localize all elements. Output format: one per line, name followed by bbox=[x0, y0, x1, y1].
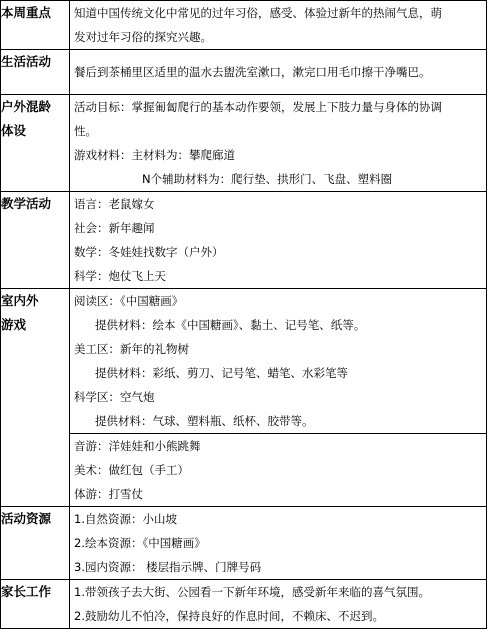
resources-line: 1.自然资源：小山坡 bbox=[74, 512, 177, 526]
indoor-label bbox=[1, 289, 70, 507]
indoor-area-line: 阅读区：《中国糖画》 bbox=[74, 294, 184, 308]
indoor-content bbox=[70, 289, 487, 507]
teaching-line: 社会：新年趣闻 bbox=[74, 221, 155, 235]
life-content bbox=[70, 50, 487, 95]
focus-content bbox=[70, 1, 487, 50]
outdoor-label-line: 户外混龄 bbox=[1, 99, 52, 114]
teaching-label: 教学活动 bbox=[1, 192, 70, 289]
focus-line: 发对过年习俗的探究兴趣。 bbox=[74, 30, 212, 44]
row-life bbox=[1, 50, 487, 95]
outdoor-line: 游戏材料：主材料为：攀爬廊道 bbox=[74, 148, 235, 162]
resources-content bbox=[70, 507, 487, 580]
row-teaching bbox=[1, 192, 487, 289]
indoor-label-line: 室内外 bbox=[1, 293, 39, 308]
outdoor-label-line: 体设 bbox=[1, 123, 27, 138]
indoor-area-line: 提供材料：彩纸、剪刀、记号笔、蜡笔、水彩笔等 bbox=[95, 366, 348, 380]
row-outdoor bbox=[1, 95, 487, 192]
outdoor-line: 活动目标：掌握匍匐爬行的基本动作要领，发展上下肢力量与身体的协调 bbox=[74, 100, 442, 114]
indoor-area-line: 提供材料：气球、塑料瓶、纸杯、胶带等。 bbox=[95, 414, 314, 428]
row-focus bbox=[1, 1, 487, 50]
indoor-game-line: 音游：洋娃娃和小熊跳舞 bbox=[70, 433, 486, 458]
indoor-game-line: 美术：做红包（手工） bbox=[74, 463, 189, 477]
resources-label: 活动资源 bbox=[1, 507, 70, 580]
parents-label: 家长工作 bbox=[1, 580, 70, 629]
row-resources bbox=[1, 507, 487, 580]
parents-line: 2.鼓励幼儿不怕冷，保持良好的作息时间，不赖床、不迟到。 bbox=[74, 609, 384, 623]
outdoor-line: N个辅助材料为：爬行垫、拱形门、飞盘、塑料圈 bbox=[142, 172, 393, 186]
outdoor-line: 性。 bbox=[74, 124, 97, 138]
life-line: 餐后到茶桶里区适里的温水去盥洗室漱口，漱完口用毛巾擦干净嘴巴。 bbox=[74, 65, 431, 79]
indoor-area-line: 科学区：空气炮 bbox=[74, 390, 155, 404]
parents-content bbox=[70, 580, 487, 629]
resources-line: 3.园内资源： 楼层指示牌、门牌号码 bbox=[74, 560, 262, 574]
teaching-content bbox=[70, 192, 487, 289]
life-label: 生活活动 bbox=[1, 50, 70, 95]
outdoor-label bbox=[1, 95, 70, 192]
focus-label: 本周重点 bbox=[1, 1, 70, 50]
row-indoor bbox=[1, 289, 487, 507]
teaching-line: 语言：老鼠嫁女 bbox=[74, 197, 155, 211]
indoor-game-line: 体游：打雪仗 bbox=[74, 487, 143, 501]
teaching-line: 数学：冬娃娃找数字（户外） bbox=[74, 245, 224, 259]
indoor-label-line: 游戏 bbox=[1, 317, 27, 332]
row-parents bbox=[1, 580, 487, 629]
indoor-area-line: 美工区：新年的礼物树 bbox=[74, 342, 189, 356]
parents-line: 1.带领孩子去大街、公园看一下新年环境，感受新年来临的喜气氛围。 bbox=[74, 585, 430, 599]
resources-line: 2.绘本资源：《中国糖画》 bbox=[74, 536, 206, 550]
indoor-area-line: 提供材料：绘本《中国糖画》、黏土、记号笔、纸等。 bbox=[95, 318, 366, 332]
outdoor-content bbox=[70, 95, 487, 192]
focus-line: 知道中国传统文化中常见的过年习俗，感受、体验过新年的热闹气息，萌 bbox=[74, 6, 442, 20]
teaching-line: 科学：炮仗飞上天 bbox=[74, 269, 166, 283]
